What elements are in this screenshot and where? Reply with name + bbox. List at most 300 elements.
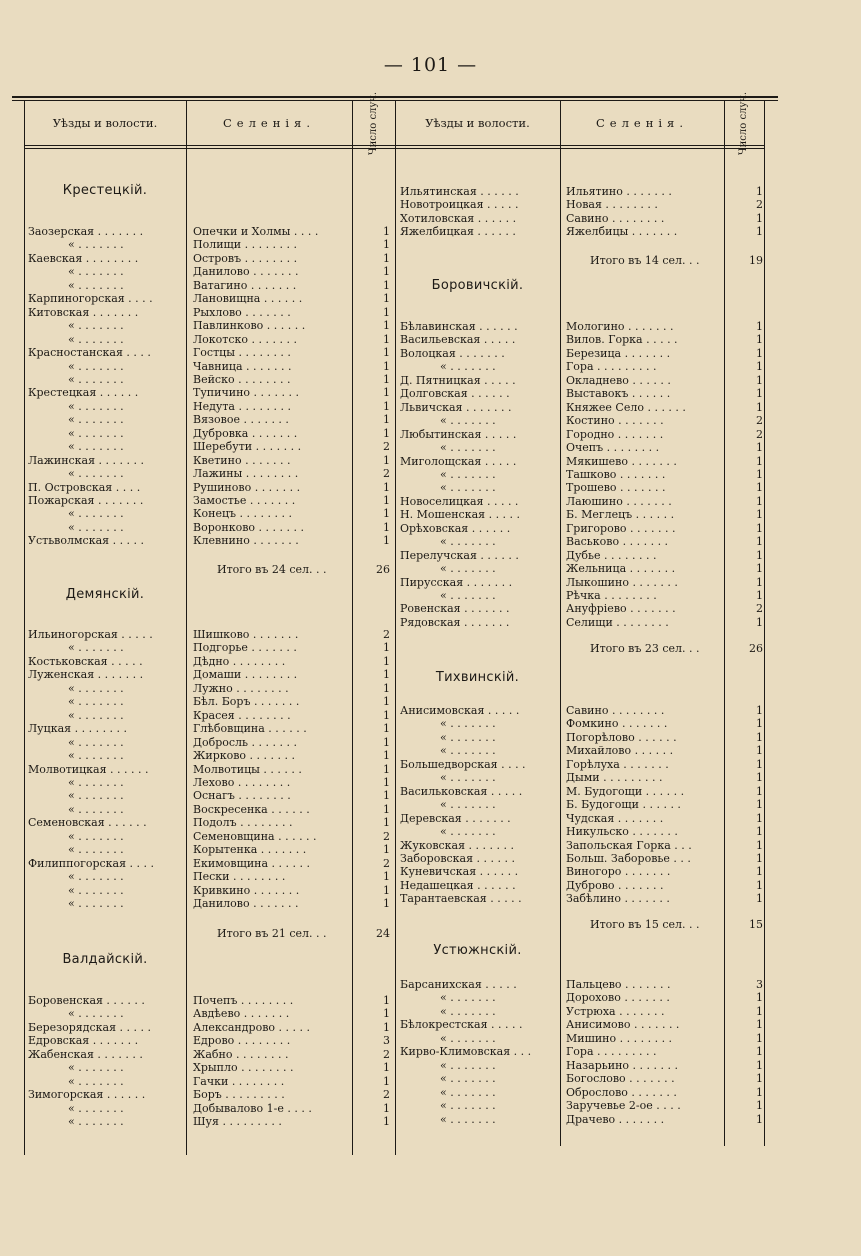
village-cell: Боръ . . . . . . . . .	[193, 1088, 285, 1102]
village-cell: Окладнево . . . . . .	[566, 373, 671, 387]
table-row	[0, 225, 861, 238]
table-row	[0, 387, 861, 400]
count-cell: 1	[756, 225, 763, 239]
volost-cell: Ильиногорская . . . . .	[28, 628, 153, 641]
total-count: 24	[376, 927, 390, 940]
volost-cell: « . . . . . . .	[440, 562, 496, 576]
count-cell: 1	[756, 185, 763, 198]
volost-cell: « . . . . . . .	[68, 681, 124, 695]
count-cell: 1	[383, 413, 390, 427]
village-cell: Чудская . . . . . . .	[566, 811, 664, 825]
village-cell: Погорѣлово . . . . . .	[566, 730, 677, 744]
volost-cell: « . . . . . . .	[68, 843, 124, 857]
volost-cell: Пирусская . . . . . . .	[400, 575, 513, 589]
table-row	[0, 744, 861, 757]
table-row	[0, 360, 861, 373]
count-cell: 1	[756, 333, 763, 347]
table-row	[0, 758, 861, 771]
volost-cell: Анисимовская . . . . .	[400, 704, 520, 717]
volost-cell: « . . . . . . .	[68, 708, 124, 722]
count-cell: 1	[756, 508, 763, 522]
volost-cell: Н. Мошенская . . . . .	[400, 508, 521, 522]
village-cell: Княжее Село . . . . . .	[566, 400, 686, 414]
village-cell: Мишино . . . . . . . .	[566, 1031, 673, 1045]
count-cell: 1	[383, 735, 390, 749]
volost-cell: « . . . . . . .	[440, 744, 496, 758]
count-cell: 1	[756, 717, 763, 731]
count-cell: 2	[756, 414, 763, 428]
count-cell: 2	[383, 856, 390, 870]
volost-cell: Боровенская . . . . . .	[28, 994, 145, 1007]
village-cell: Дѣдно . . . . . . . .	[193, 654, 286, 668]
village-cell: Запольская Горка . . .	[566, 838, 692, 852]
count-cell: 1	[756, 865, 763, 879]
volost-cell: Васильковская . . . . .	[400, 784, 523, 798]
count-cell: 1	[756, 535, 763, 549]
table-row	[0, 306, 861, 319]
village-cell: Жирково . . . . . . .	[193, 749, 295, 763]
volost-cell: Красностанская . . . .	[28, 346, 151, 360]
village-cell: Молвотицы . . . . . .	[193, 762, 302, 776]
village-cell: Никульско . . . . . . .	[566, 825, 678, 839]
table-row	[0, 717, 861, 730]
volost-cell: Бѣлокрестская . . . . .	[400, 1018, 523, 1032]
village-cell: Ильятино . . . . . . .	[566, 185, 672, 198]
count-cell: 1	[383, 816, 390, 830]
village-cell: Лановищна . . . . . .	[193, 292, 303, 306]
table-row	[0, 549, 861, 562]
count-cell: 1	[756, 1004, 763, 1018]
count-cell: 1	[756, 360, 763, 374]
count-cell: 1	[756, 1058, 763, 1072]
volost-cell: « . . . . . . .	[68, 870, 124, 884]
volost-cell: Орѣховская . . . . . .	[400, 521, 511, 535]
village-cell: Шеребути . . . . . . .	[193, 440, 302, 454]
volost-cell: Устьволмская . . . . .	[28, 534, 145, 548]
table-row	[0, 892, 861, 905]
count-cell: 1	[756, 548, 763, 562]
village-cell: Жабно . . . . . . . .	[193, 1047, 289, 1061]
table-row	[0, 785, 861, 798]
volost-cell: Львичская . . . . . . .	[400, 400, 512, 414]
village-cell: Данилово . . . . . . .	[193, 897, 299, 910]
count-cell: 1	[756, 320, 763, 333]
village-cell: Воскресенка . . . . . .	[193, 802, 310, 816]
village-cell: Кветино . . . . . . .	[193, 453, 291, 467]
volost-cell: « . . . . . . .	[440, 535, 496, 549]
count-cell: 1	[756, 521, 763, 535]
count-cell: 1	[756, 730, 763, 744]
table-row	[0, 825, 861, 838]
count-cell: 1	[756, 838, 763, 852]
village-cell: Богослово . . . . . . .	[566, 1072, 675, 1086]
count-cell: 1	[383, 520, 390, 534]
volost-cell: « . . . . . . .	[440, 441, 496, 455]
volost-cell: Ровенская . . . . . . .	[400, 602, 510, 616]
volost-cell: Куневичская . . . . . .	[400, 865, 519, 879]
table-row	[0, 1004, 861, 1021]
volost-cell: « . . . . . . .	[68, 413, 124, 427]
volost-cell: « . . . . . . .	[68, 735, 124, 749]
village-cell: Лыкошино . . . . . . .	[566, 575, 678, 589]
count-cell: 1	[383, 1007, 390, 1021]
village-cell: Забѣлино . . . . . . .	[566, 892, 670, 906]
volost-cell: « . . . . . . .	[68, 749, 124, 763]
table-row	[0, 522, 861, 535]
volost-cell: « . . . . . . .	[440, 467, 496, 481]
volost-cell: « . . . . . . .	[68, 520, 124, 534]
village-cell: Павлинково . . . . . .	[193, 319, 306, 333]
village-cell: Добросль . . . . . . .	[193, 735, 297, 749]
volost-cell: « . . . . . . .	[68, 440, 124, 454]
table-row	[0, 704, 861, 717]
village-cell: Пески . . . . . . . .	[193, 870, 286, 884]
table-row	[0, 771, 861, 784]
volost-cell: Каевская . . . . . . . .	[28, 251, 139, 265]
page-number: — 101 —	[383, 54, 478, 76]
total-label: Итого въ 23 сел. . .	[590, 642, 700, 655]
volost-cell: « . . . . . . .	[68, 883, 124, 897]
count-cell: 2	[383, 829, 390, 843]
count-cell: 1	[756, 441, 763, 455]
volost-cell: « . . . . . . .	[440, 991, 496, 1005]
table-row	[0, 655, 861, 668]
count-cell: 1	[383, 480, 390, 494]
count-cell: 1	[756, 1018, 763, 1032]
count-cell: 1	[383, 668, 390, 682]
village-cell: Городно . . . . . . .	[566, 427, 664, 441]
count-cell: 1	[383, 386, 390, 400]
count-cell: 2	[383, 467, 390, 481]
table-row	[0, 616, 861, 629]
count-cell: 1	[383, 843, 390, 857]
table-row	[0, 401, 861, 414]
volost-cell: « . . . . . . .	[68, 1061, 124, 1075]
count-cell: 1	[383, 251, 390, 265]
volost-cell: Перелучская . . . . . .	[400, 548, 519, 562]
volost-cell: Волоцкая . . . . . . .	[400, 346, 505, 360]
count-cell: 1	[756, 387, 763, 401]
volost-cell: « . . . . . . .	[68, 641, 124, 655]
count-cell: 1	[383, 1020, 390, 1034]
count-cell: 1	[383, 654, 390, 668]
table-row	[0, 628, 861, 641]
header-rule-thin	[24, 148, 764, 149]
table-row	[0, 1112, 861, 1129]
volost-cell: Тарантаевская . . . . .	[400, 892, 522, 906]
count-cell: 2	[383, 1088, 390, 1102]
village-cell: Горѣлуха . . . . . . .	[566, 757, 669, 771]
count-cell: 1	[756, 346, 763, 360]
village-cell: Мякишево . . . . . . .	[566, 454, 677, 468]
table-row	[0, 238, 861, 251]
table-row	[0, 198, 861, 211]
count-cell: 1	[756, 615, 763, 629]
volost-cell: Ильятинская . . . . . .	[400, 185, 519, 198]
village-cell: Дубье . . . . . . . .	[566, 548, 657, 562]
table-row	[0, 1018, 861, 1031]
volost-cell: « . . . . . . .	[440, 1058, 496, 1072]
table-row	[0, 812, 861, 825]
table-row	[0, 562, 861, 575]
volost-cell: Заборовская . . . . . .	[400, 851, 516, 865]
village-cell: Замостье . . . . . . .	[193, 494, 296, 507]
count-cell: 1	[756, 589, 763, 602]
count-cell: 2	[383, 440, 390, 454]
village-cell: Селищи . . . . . . . .	[566, 615, 669, 629]
count-cell: 1	[383, 695, 390, 709]
village-cell: Заручевье 2-ое . . . .	[566, 1099, 681, 1113]
village-cell: Чавница . . . . . . .	[193, 359, 292, 373]
volost-cell: « . . . . . . .	[440, 414, 496, 428]
village-cell: Трошево . . . . . . .	[566, 481, 666, 495]
count-cell: 1	[383, 225, 390, 238]
table-row	[0, 347, 861, 360]
table-row	[0, 1099, 861, 1112]
total-count: 26	[749, 642, 763, 655]
volost-cell: « . . . . . . .	[68, 897, 124, 910]
village-cell: Клевнино . . . . . . .	[193, 534, 299, 548]
volost-cell: « . . . . . . .	[440, 360, 496, 374]
village-cell: Оброслово . . . . . . .	[566, 1085, 677, 1099]
village-cell: Воронково . . . . . . .	[193, 520, 304, 534]
count-cell: 1	[756, 892, 763, 906]
header-volost-right: Уѣзды и волости.	[425, 116, 530, 130]
count-cell: 1	[383, 641, 390, 655]
village-cell: Александрово . . . . .	[193, 1020, 310, 1034]
top-rule	[12, 96, 778, 98]
count-cell: 1	[383, 789, 390, 803]
volost-cell: « . . . . . . .	[440, 589, 496, 602]
village-cell: Мологино . . . . . . .	[566, 320, 674, 333]
volost-cell: Кирво-Климовская . . .	[400, 1045, 532, 1059]
table-row	[0, 576, 861, 589]
village-cell: Лехово . . . . . . . .	[193, 775, 291, 789]
count-cell: 1	[756, 744, 763, 758]
volost-cell: « . . . . . . .	[68, 1115, 124, 1129]
table-row	[0, 1031, 861, 1048]
count-cell: 1	[756, 481, 763, 495]
village-cell: Вязовое . . . . . . .	[193, 413, 289, 427]
village-cell: Лажины . . . . . . . .	[193, 467, 299, 481]
volost-cell: « . . . . . . .	[68, 467, 124, 481]
volost-cell: « . . . . . . .	[440, 1112, 496, 1126]
table-row	[0, 333, 861, 346]
count-cell: 1	[756, 704, 763, 717]
village-cell: Фомкино . . . . . . .	[566, 717, 668, 731]
volost-cell: Лажинская . . . . . . .	[28, 453, 145, 467]
volost-cell: Жабенская . . . . . . .	[28, 1047, 143, 1061]
count-cell: 1	[383, 305, 390, 319]
count-cell: 2	[756, 602, 763, 616]
volost-cell: « . . . . . . .	[68, 1101, 124, 1115]
village-cell: Опечки и Холмы . . . .	[193, 225, 319, 238]
table-row	[0, 602, 861, 615]
village-cell: Пальцево . . . . . . .	[566, 978, 671, 991]
count-cell: 1	[756, 991, 763, 1005]
district-title: Тихвинскій.	[435, 670, 520, 685]
volost-cell: « . . . . . . .	[440, 1004, 496, 1018]
count-cell: 1	[383, 870, 390, 884]
village-cell: Б. Будогощи . . . . . .	[566, 798, 681, 812]
district-title: Валдайскій.	[62, 952, 148, 967]
total-count: 15	[749, 918, 763, 931]
total-label: Итого въ 14 сел. . .	[590, 254, 700, 267]
table-row	[0, 455, 861, 468]
village-cell: Оснагъ . . . . . . . .	[193, 789, 291, 803]
header-village-left: Селенія.	[223, 116, 315, 130]
count-cell: 2	[383, 628, 390, 641]
header-volost-left: Уѣзды и волости.	[52, 116, 158, 130]
table-row	[0, 292, 861, 305]
table-row	[0, 798, 861, 811]
count-cell: 1	[756, 1031, 763, 1045]
table-row	[0, 1058, 861, 1075]
village-cell: Ташково . . . . . . .	[566, 467, 666, 481]
table-row	[0, 212, 861, 225]
volost-cell: Деревская . . . . . . .	[400, 811, 511, 825]
count-cell: 1	[756, 467, 763, 481]
count-cell: 1	[383, 426, 390, 440]
village-cell: Хрыпло . . . . . . . .	[193, 1061, 294, 1075]
table-row	[0, 428, 861, 441]
district-title: Крестецкій.	[62, 183, 148, 198]
village-cell: Лужно . . . . . . . .	[193, 681, 289, 695]
table-row	[0, 320, 861, 333]
village-cell: Локотско . . . . . . .	[193, 332, 297, 346]
village-cell: Дуброво . . . . . . .	[566, 878, 664, 892]
village-cell: Конецъ . . . . . . . .	[193, 507, 292, 521]
count-cell: 1	[383, 319, 390, 333]
volost-cell: Крестецкая . . . . . .	[28, 386, 139, 400]
table-row	[0, 1085, 861, 1102]
village-cell: Шишково . . . . . . .	[193, 628, 299, 641]
table-row	[0, 1072, 861, 1085]
village-cell: Подгорье . . . . . . .	[193, 641, 297, 655]
count-cell: 1	[383, 494, 390, 507]
volost-cell: Луженская . . . . . . .	[28, 668, 144, 682]
volost-cell: « . . . . . . .	[440, 1099, 496, 1113]
count-cell: 1	[756, 1099, 763, 1113]
volost-cell: Заозерская . . . . . . .	[28, 225, 144, 238]
volost-cell: « . . . . . . .	[68, 399, 124, 413]
count-cell: 1	[383, 883, 390, 897]
volost-cell: « . . . . . . .	[68, 695, 124, 709]
count-cell: 1	[383, 346, 390, 360]
table-row	[0, 879, 861, 892]
volost-cell: Большедворская . . . .	[400, 757, 526, 771]
count-cell: 1	[383, 802, 390, 816]
village-cell: Едрово . . . . . . . .	[193, 1034, 291, 1048]
count-cell: 1	[756, 211, 763, 225]
table-row	[0, 481, 861, 494]
table-row	[0, 731, 861, 744]
table-row	[0, 978, 861, 991]
volost-cell: Бѣлавинская . . . . . .	[400, 320, 518, 333]
village-cell: Островъ . . . . . . . .	[193, 251, 298, 265]
village-cell: Савино . . . . . . . .	[566, 211, 665, 225]
total-label: Итого въ 21 сел. . .	[217, 927, 327, 940]
volost-cell: « . . . . . . .	[68, 426, 124, 440]
volost-cell: « . . . . . . .	[440, 1072, 496, 1086]
volost-cell: Васильевская . . . . .	[400, 333, 516, 347]
count-cell: 1	[756, 454, 763, 468]
village-cell: Дыми . . . . . . . . .	[566, 771, 663, 785]
village-cell: Почепъ . . . . . . . .	[193, 994, 294, 1007]
village-cell: Анисимово . . . . . . .	[566, 1018, 680, 1032]
volost-cell: « . . . . . . .	[440, 730, 496, 744]
volost-cell: « . . . . . . .	[68, 319, 124, 333]
volost-cell: « . . . . . . .	[68, 332, 124, 346]
count-cell: 1	[756, 373, 763, 387]
volost-cell: Семеновская . . . . . .	[28, 816, 147, 830]
village-cell: Березица . . . . . . .	[566, 346, 671, 360]
count-cell: 1	[756, 1085, 763, 1099]
table-row	[0, 374, 861, 387]
village-cell: Дубровка . . . . . . .	[193, 426, 298, 440]
volost-cell: Д. Пятницкая . . . . .	[400, 373, 516, 387]
village-cell: Рыхлово . . . . . . .	[193, 305, 291, 319]
volost-cell: « . . . . . . .	[440, 1031, 496, 1045]
count-cell: 1	[383, 1115, 390, 1129]
village-cell: Устрюха . . . . . . .	[566, 1004, 665, 1018]
volost-cell: « . . . . . . .	[68, 1007, 124, 1021]
volost-cell: « . . . . . . .	[440, 1085, 496, 1099]
count-cell: 1	[383, 359, 390, 373]
table-row	[0, 185, 861, 198]
table-row	[0, 441, 861, 454]
count-cell: 1	[383, 1101, 390, 1115]
count-cell: 1	[383, 708, 390, 722]
village-cell: Гачки . . . . . . . .	[193, 1074, 285, 1088]
village-cell: Виногоро . . . . . . .	[566, 865, 671, 879]
village-cell: Очепъ . . . . . . . .	[566, 441, 660, 455]
village-cell: Михайлово . . . . . .	[566, 744, 674, 758]
volost-cell: « . . . . . . .	[68, 372, 124, 386]
volost-cell: « . . . . . . .	[440, 717, 496, 731]
village-cell: Домаши . . . . . . . .	[193, 668, 298, 682]
total-label: Итого въ 15 сел. . .	[590, 918, 700, 931]
count-cell: 2	[756, 198, 763, 212]
count-cell: 1	[756, 851, 763, 865]
volost-cell: « . . . . . . .	[68, 278, 124, 292]
village-cell: Корытенка . . . . . . .	[193, 843, 307, 857]
village-cell: Недута . . . . . . . .	[193, 399, 291, 413]
village-cell: Савино . . . . . . . .	[566, 704, 665, 717]
count-cell: 1	[756, 811, 763, 825]
volost-cell: « . . . . . . .	[68, 238, 124, 252]
village-cell: Рѣчка . . . . . . . .	[566, 589, 657, 602]
village-cell: Кривкино . . . . . . .	[193, 883, 300, 897]
count-cell: 1	[383, 292, 390, 306]
count-cell: 1	[756, 400, 763, 414]
table-row	[0, 508, 861, 521]
volost-cell: « . . . . . . .	[68, 359, 124, 373]
district-title: Демянскій.	[65, 587, 145, 602]
table-row	[0, 589, 861, 602]
village-cell: Жельница . . . . . . .	[566, 562, 676, 576]
village-cell: Гостцы . . . . . . . .	[193, 346, 291, 360]
volost-cell: Новоселицкая . . . . .	[400, 494, 519, 508]
count-cell: 3	[383, 1034, 390, 1048]
count-cell: 1	[756, 825, 763, 839]
count-cell: 1	[383, 372, 390, 386]
table-row	[0, 991, 861, 1004]
volost-cell: « . . . . . . .	[440, 798, 496, 812]
count-cell: 1	[756, 494, 763, 508]
village-cell: Выставокъ . . . . . .	[566, 387, 671, 401]
volost-cell: Костьковская . . . . .	[28, 654, 143, 668]
